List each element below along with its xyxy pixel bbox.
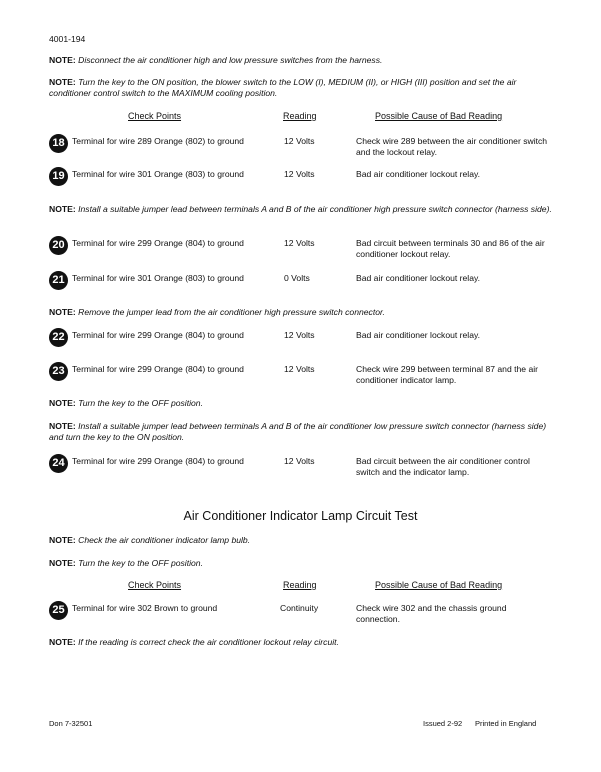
note-disconnect-switches (49, 55, 554, 66)
step-number-badge: 25 (49, 601, 68, 620)
note-text: Install a suitable jumper lead between terminals A and B of the air conditioner high pressure switch connector (harness side). (78, 204, 552, 214)
possible-cause: Bad air conditioner lockout relay. (356, 330, 481, 340)
header-check-points: Check Points (128, 580, 182, 590)
footer-issued-date: Issued 2-92 (423, 719, 463, 728)
note-text: Turn the key to the OFF position. (78, 398, 203, 408)
note-key-off (49, 398, 554, 409)
test-step (49, 362, 554, 388)
test-step (49, 454, 554, 480)
test-step (49, 271, 554, 297)
step-number-badge: 19 (49, 167, 68, 186)
note-install-jumper-high (49, 204, 554, 215)
note-text: Remove the jumper lead from the air conditioner high pressure switch connector. (78, 307, 385, 317)
note-label: NOTE: (49, 398, 76, 408)
footer-printed-location: Printed in England (475, 719, 537, 728)
footer-document-code: Don 7-32501 (49, 719, 93, 728)
note-check-bulb (49, 535, 554, 546)
reading: 12 Volts (284, 169, 315, 179)
step-number-badge: 23 (49, 362, 68, 381)
note-text: Disconnect the air conditioner high and low pressure switches from the harness. (78, 55, 383, 65)
header-possible-cause: Possible Cause of Bad Reading (375, 111, 503, 121)
note-text: Check the air conditioner indicator lamp bulb. (78, 535, 251, 545)
step-number-badge: 24 (49, 454, 68, 473)
check-point: Terminal for wire 301 Orange (803) to ground (72, 169, 244, 179)
note-label: NOTE: (49, 558, 76, 568)
check-point: Terminal for wire 301 Orange (803) to ground (72, 273, 244, 283)
header-check-points: Check Points (128, 111, 182, 121)
possible-cause: Bad circuit between the air conditioner control switch and the indicator lamp. (356, 456, 530, 477)
possible-cause: Bad air conditioner lockout relay. (356, 273, 481, 283)
check-point: Terminal for wire 289 Orange (802) to ground (72, 136, 244, 146)
check-point: Terminal for wire 299 Orange (804) to ground (72, 330, 244, 340)
note-label: NOTE: (49, 637, 76, 647)
header-possible-cause: Possible Cause of Bad Reading (375, 580, 503, 590)
step-number-badge: 21 (49, 271, 68, 290)
section-title: Air Conditioner Indicator Lamp Circuit Test (183, 509, 418, 523)
test-step (49, 236, 554, 262)
note-remove-jumper (49, 307, 554, 318)
note-text: Install a suitable jumper lead between terminals A and B of the air conditioner low pressure switch connector (harness side) and turn the key to the ON position. (49, 421, 547, 442)
note-label: NOTE: (49, 535, 76, 545)
test-step (49, 167, 554, 193)
note-label: NOTE: (49, 77, 76, 87)
reading: 12 Volts (284, 456, 315, 466)
note-check-lockout-circuit (49, 637, 554, 648)
reading: 12 Volts (284, 238, 315, 248)
document-number: 4001-194 (49, 34, 86, 44)
note-text: If the reading is correct check the air conditioner lockout relay circuit. (78, 637, 339, 647)
check-point: Terminal for wire 299 Orange (804) to ground (72, 364, 244, 374)
test-step (49, 328, 554, 354)
reading: Continuity (280, 603, 319, 613)
check-point: Terminal for wire 299 Orange (804) to ground (72, 456, 244, 466)
possible-cause: Check wire 299 between terminal 87 and the air conditioner indicator lamp. (356, 364, 539, 385)
check-point: Terminal for wire 299 Orange (804) to ground (72, 238, 244, 248)
possible-cause: Check wire 289 between the air conditioner switch and the lockout relay. (356, 136, 548, 157)
step-number-badge: 18 (49, 134, 68, 153)
reading: 12 Volts (284, 330, 315, 340)
step-number-badge: 20 (49, 236, 68, 255)
reading: 12 Volts (284, 136, 315, 146)
possible-cause: Bad circuit between terminals 30 and 86 of the air conditioner lockout relay. (356, 238, 545, 259)
note-label: NOTE: (49, 55, 76, 65)
note-install-jumper-low (49, 421, 554, 443)
note-label: NOTE: (49, 307, 76, 317)
header-reading: Reading (283, 580, 317, 590)
note-label: NOTE: (49, 204, 76, 214)
note-text: Turn the key to the ON position, the blower switch to the LOW (I), MEDIUM (II), or HIGH (III) position and set the air conditioner control switch to the MAXIMUM cooling position. (49, 77, 517, 98)
test-step (49, 134, 554, 160)
possible-cause: Bad air conditioner lockout relay. (356, 169, 481, 179)
note-label: NOTE: (49, 421, 76, 431)
possible-cause: Check wire 302 and the chassis ground connection. (356, 603, 507, 624)
check-point: Terminal for wire 302 Brown to ground (72, 603, 218, 613)
note-key-off-2 (49, 558, 554, 569)
note-text: Turn the key to the OFF position. (78, 558, 203, 568)
header-reading: Reading (283, 111, 317, 121)
reading: 12 Volts (284, 364, 315, 374)
step-number-badge: 22 (49, 328, 68, 347)
test-step (49, 601, 554, 627)
reading: 0 Volts (284, 273, 310, 283)
note-key-on-blower (49, 77, 554, 99)
